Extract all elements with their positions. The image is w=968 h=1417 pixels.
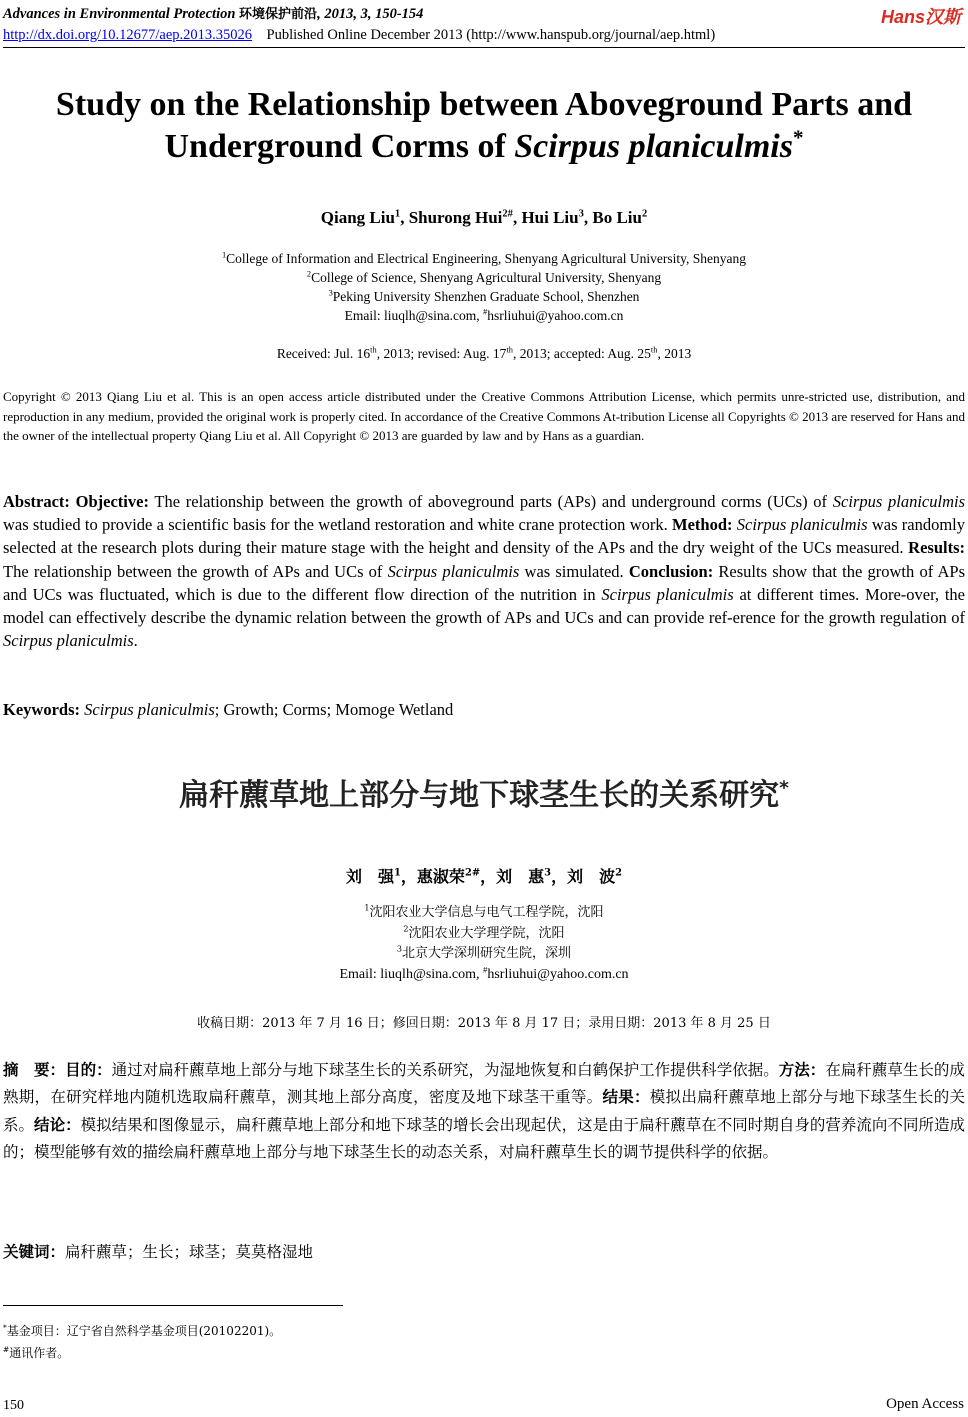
footnote: *基金项目：辽宁省自然科学基金项目(20102201)。: [3, 1323, 282, 1338]
author-list-en: Qiang Liu$^1$, Shurong Hui$^{2\#}$, Hui Liu$^3$, Bo Liu$^2$: [320, 208, 648, 227]
title-footnote-mark: *: [792, 125, 804, 150]
journal-citation: [3, 3, 965, 23]
affiliation: $^1$College of Information and Electrical Engineering, Shenyang Agricultural University, Shenyang: [221, 250, 747, 266]
footnote-divider: [3, 1305, 343, 1306]
affiliation-zh: $^3$北京大学深圳研究生院，深圳: [396, 944, 572, 961]
paper-title-zh: 扁秆藨草地上部分与地下球茎生长的关系研究*: [179, 778, 789, 813]
header-divider: [3, 47, 965, 48]
received-dates-zh: 收稿日期：2013 年 7 月 16 日；修回日期：2013 年 8 月 17 日；录用日期：2013 年 8 月 25 日: [197, 1016, 771, 1031]
journal-name: Advances in Environmental Protection: [3, 6, 236, 22]
volume-info: , 2013, 3, 150-154: [317, 6, 424, 22]
affiliation-zh: $^2$沈阳农业大学理学院，沈阳: [403, 924, 565, 941]
page-number: 150: [3, 1398, 24, 1413]
published-note: Published Online December 2013 (http://www.hanspub.org/journal/aep.html): [266, 27, 716, 43]
author-list-zh: 刘 强$^1$，惠淑荣$^{2\#}$，刘 惠$^3$，刘 波$^2$: [345, 867, 623, 886]
affiliation: $^2$College of Science, Shenyang Agricultural University, Shenyang: [306, 269, 662, 285]
doi-link[interactable]: http://dx.doi.org/10.12677/aep.2013.35026: [3, 27, 253, 43]
footnote: #通讯作者。: [3, 1345, 70, 1360]
author-name-zh: 刘 强: [345, 867, 394, 886]
email-en: Email: liuqlh@sina.com, #hsrliuhui@yahoo.com.cn: [344, 307, 624, 323]
received-dates-en: Received: Jul. 16th, 2013; revised: Aug. 17th, 2013; accepted: Aug. 25th, 2013: [276, 345, 692, 361]
author-name-zh: 刘 波: [567, 867, 616, 886]
author-name-zh: 刘 惠: [496, 867, 545, 886]
affiliation-zh: $^1$沈阳农业大学信息与电气工程学院，沈阳: [364, 903, 604, 920]
abstract-zh: 摘 要：目的：通过对扁秆藨草地上部分与地下球茎生长的关系研究，为湿地恢复和白鹤保护工作提供科学依据。方法：在扁秆藨草生长的成熟期，在研究样地内随机选取扁秆藨草，测其地上部分高度，密度及地下球茎干重等。结果：模拟出扁秆藨草地上部分与地下球茎生长的关系。结论：模拟结果和图像显示，扁秆藨草地上部分和地下球茎的增长会出现起伏，这是由于扁秆藨草在不同时期自身的营养流向不同所造成的；模型能够有效的描绘扁秆藨草地上部分与地下球茎生长的动态关系，对扁秆藨草生长的调节提供科学的依据。: [3, 1061, 965, 1161]
open-access-label: Open Access: [886, 1396, 964, 1412]
title-species: Scirpus planiculmis: [514, 128, 793, 165]
author-name: Qiang Liu: [320, 208, 395, 227]
affiliation: $^3$Peking University Shenzhen Graduate School, Shenzhen: [328, 288, 640, 304]
running-header: [3, 3, 965, 44]
footnotes: [3, 1320, 703, 1364]
abstract-en: Abstract: Objective: The relationship between the growth of aboveground parts (APs) and underground corms (UCs) of Scirpus planiculmis was studied to provide a scientific basis for the wetland restoration and white crane protection work. Method: Scirpus planiculmis was randomly selected at the research plots during their mature stage with the height and density of the APs and the dry weight of the UCs measured. Results: The relationship between the growth of APs and UCs of Scirpus planiculmis was simulated. Conclusion: Results show that the growth of APs and UCs was fluctuated, which is due to the different flow direction of the nutrition in Scirpus planiculmis at different times. More-over, the model can effectively describe the dynamic relation between the growth of APs and UCs and can provide ref-erence for the growth regulation of Scirpus planiculmis.: [3, 492, 966, 651]
author-name-zh: 惠淑荣: [416, 867, 465, 886]
email-zh: Email: liuqlh@sina.com, #hsrliuhui@yahoo.com.cn: [339, 963, 629, 982]
publisher-logo: Hans汉斯: [880, 7, 961, 27]
keywords-zh: 关键词：扁秆藨草；生长；球茎；莫莫格湿地: [3, 1243, 314, 1261]
copyright-notice: Copyright © 2013 Qiang Liu et al. This is an open access article distributed under the Creative Commons Attribution License, which permits unre-stricted use, distribution, and reproduction in any medium, provided the original work is properly cited. In accordance of the Creative Commons At-tribution License all Copyrights © 2013 are reserved for Hans and the owner of the intellectual property Qiang Liu et al. All Copyright © 2013 are guarded by law and by Hans as a guardian.: [3, 389, 965, 443]
affiliations-zh: [0, 903, 968, 985]
paper-title-en: Study on the Relationship between Aboveground Parts and Underground Corms of Scirpus planiculmis*: [55, 86, 913, 165]
journal-name-zh: 环境保护前沿: [239, 7, 318, 22]
author-name: Hui Liu: [521, 208, 579, 227]
author-name: Bo Liu: [592, 208, 642, 227]
keywords-en: Keywords: Scirpus planiculmis; Growth; Corms; Momoge Wetland: [3, 700, 454, 719]
author-name: Shurong Hui: [408, 208, 503, 227]
affiliations-en: [0, 249, 968, 325]
